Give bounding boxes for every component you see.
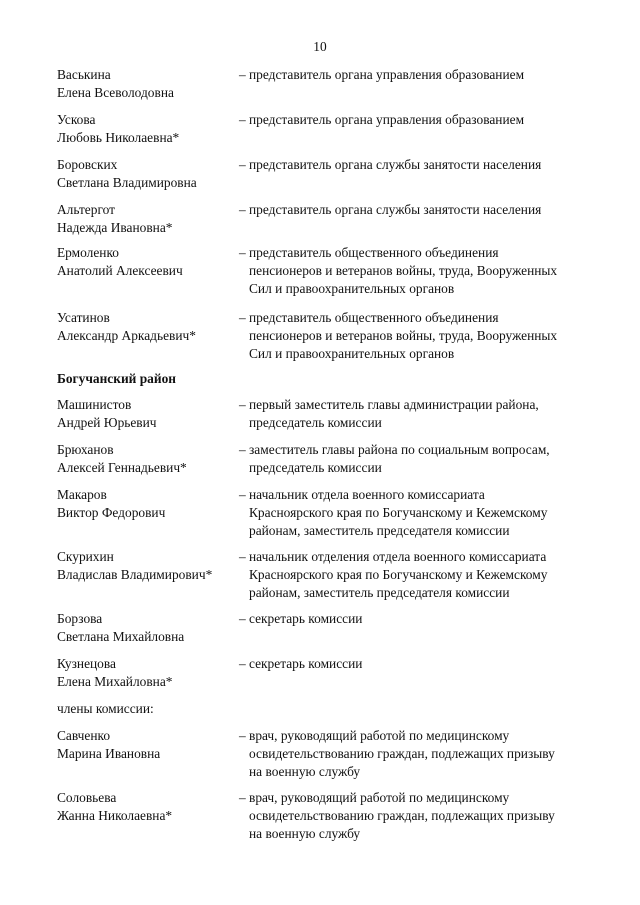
dash-separator: – [239, 157, 246, 172]
member-name [57, 789, 237, 825]
role-line: районам, заместитель председателя комиссии [249, 585, 510, 600]
role-line: Сил и правоохранительных органов [249, 281, 455, 296]
role-line: Красноярского края по Богучанскому и Кежемскому [249, 567, 548, 582]
member-given-names: Виктор Федорович [57, 505, 166, 520]
role-line: представитель органа службы занятости населения [249, 157, 542, 172]
role-text [239, 66, 594, 84]
member-name [57, 156, 237, 192]
role-line: представитель общественного объединения [249, 310, 499, 325]
role-line: председатель комиссии [249, 415, 382, 430]
member-surname: Машинистов [57, 397, 132, 412]
member-role [239, 548, 594, 602]
role-line: секретарь комиссии [249, 656, 363, 671]
member-name [57, 396, 237, 432]
dash-separator: – [239, 67, 246, 82]
role-text [239, 396, 594, 432]
member-given-names: Елена Михайловна* [57, 674, 173, 689]
page-number: 10 [313, 39, 327, 54]
role-line: председатель комиссии [249, 460, 382, 475]
section-heading: Богучанский район [57, 371, 176, 386]
role-line: освидетельствованию граждан, подлежащих призыву [249, 808, 555, 823]
member-surname: Соловьева [57, 790, 117, 805]
role-line: представитель общественного объединения [249, 245, 499, 260]
role-line: врач, руководящий работой по медицинскому [249, 790, 510, 805]
role-text [239, 441, 594, 477]
member-surname: Скурихин [57, 549, 114, 564]
role-line: пенсионеров и ветеранов войны, труда, Вооруженных [249, 263, 558, 278]
role-text [239, 789, 594, 843]
role-line: на военную службу [249, 826, 361, 841]
member-given-names: Светлана Владимировна [57, 175, 197, 190]
role-line: заместитель главы района по социальным вопросам, [249, 442, 550, 457]
member-surname: Савченко [57, 728, 111, 743]
role-line: представитель органа службы занятости населения [249, 202, 542, 217]
role-text [239, 548, 594, 602]
role-text [239, 655, 594, 673]
member-surname: Макаров [57, 487, 107, 502]
dash-separator: – [239, 310, 246, 325]
member-given-names: Марина Ивановна [57, 746, 161, 761]
members-label: члены комиссии: [57, 701, 154, 716]
member-given-names: Алексей Геннадьевич* [57, 460, 187, 475]
dash-separator: – [239, 611, 246, 626]
member-role [239, 396, 594, 432]
member-surname: Кузнецова [57, 656, 116, 671]
role-line: районам, заместитель председателя комиссии [249, 523, 510, 538]
dash-separator: – [239, 397, 246, 412]
role-line: начальник отдела военного комиссариата [249, 487, 485, 502]
member-surname: Ускова [57, 112, 96, 127]
role-line: первый заместитель главы администрации района, [249, 397, 539, 412]
member-surname: Усатинов [57, 310, 110, 325]
member-surname: Борзова [57, 611, 103, 626]
member-surname: Ермоленко [57, 245, 119, 260]
role-line: представитель органа управления образованием [249, 112, 525, 127]
member-name [57, 610, 237, 646]
role-text [239, 727, 594, 781]
role-line: на военную службу [249, 764, 361, 779]
member-name [57, 111, 237, 147]
role-text [239, 111, 594, 129]
role-line: начальник отделения отдела военного комиссариата [249, 549, 547, 564]
member-role [239, 727, 594, 781]
member-role [239, 66, 594, 84]
role-line: врач, руководящий работой по медицинскому [249, 728, 510, 743]
member-role [239, 441, 594, 477]
member-name [57, 727, 237, 763]
dash-separator: – [239, 487, 246, 502]
member-name [57, 309, 237, 345]
member-role [239, 486, 594, 540]
member-given-names: Анатолий Алексеевич [57, 263, 183, 278]
member-given-names: Александр Аркадьевич* [57, 328, 196, 343]
member-name [57, 655, 237, 691]
member-given-names: Елена Всеволодовна [57, 85, 174, 100]
dash-separator: – [239, 656, 246, 671]
role-text [239, 201, 594, 219]
member-role [239, 244, 594, 298]
member-role [239, 789, 594, 843]
role-text [239, 156, 594, 174]
member-given-names: Светлана Михайловна [57, 629, 185, 644]
member-role [239, 309, 594, 363]
dash-separator: – [239, 202, 246, 217]
member-given-names: Андрей Юрьевич [57, 415, 157, 430]
member-surname: Альтергот [57, 202, 115, 217]
member-surname: Васькина [57, 67, 111, 82]
member-name [57, 441, 237, 477]
member-surname: Боровских [57, 157, 118, 172]
member-role [239, 201, 594, 219]
role-text [239, 244, 594, 298]
role-line: Красноярского края по Богучанскому и Кежемскому [249, 505, 548, 520]
role-text [239, 309, 594, 363]
dash-separator: – [239, 245, 246, 260]
member-name [57, 548, 237, 584]
member-given-names: Жанна Николаевна* [57, 808, 173, 823]
dash-separator: – [239, 442, 246, 457]
role-line: секретарь комиссии [249, 611, 363, 626]
member-role [239, 111, 594, 129]
dash-separator: – [239, 790, 246, 805]
member-name [57, 66, 237, 102]
member-given-names: Любовь Николаевна* [57, 130, 180, 145]
role-text [239, 610, 594, 628]
member-name [57, 201, 237, 237]
member-name [57, 486, 237, 522]
member-role [239, 655, 594, 673]
member-given-names: Надежда Ивановна* [57, 220, 173, 235]
member-name [57, 244, 237, 280]
role-line: пенсионеров и ветеранов войны, труда, Вооруженных [249, 328, 558, 343]
role-line: Сил и правоохранительных органов [249, 346, 455, 361]
role-text [239, 486, 594, 540]
member-surname: Брюханов [57, 442, 114, 457]
member-role [239, 610, 594, 628]
role-line: представитель органа управления образованием [249, 67, 525, 82]
dash-separator: – [239, 549, 246, 564]
member-given-names: Владислав Владимирович* [57, 567, 213, 582]
role-line: освидетельствованию граждан, подлежащих призыву [249, 746, 555, 761]
dash-separator: – [239, 728, 246, 743]
dash-separator: – [239, 112, 246, 127]
member-role [239, 156, 594, 174]
